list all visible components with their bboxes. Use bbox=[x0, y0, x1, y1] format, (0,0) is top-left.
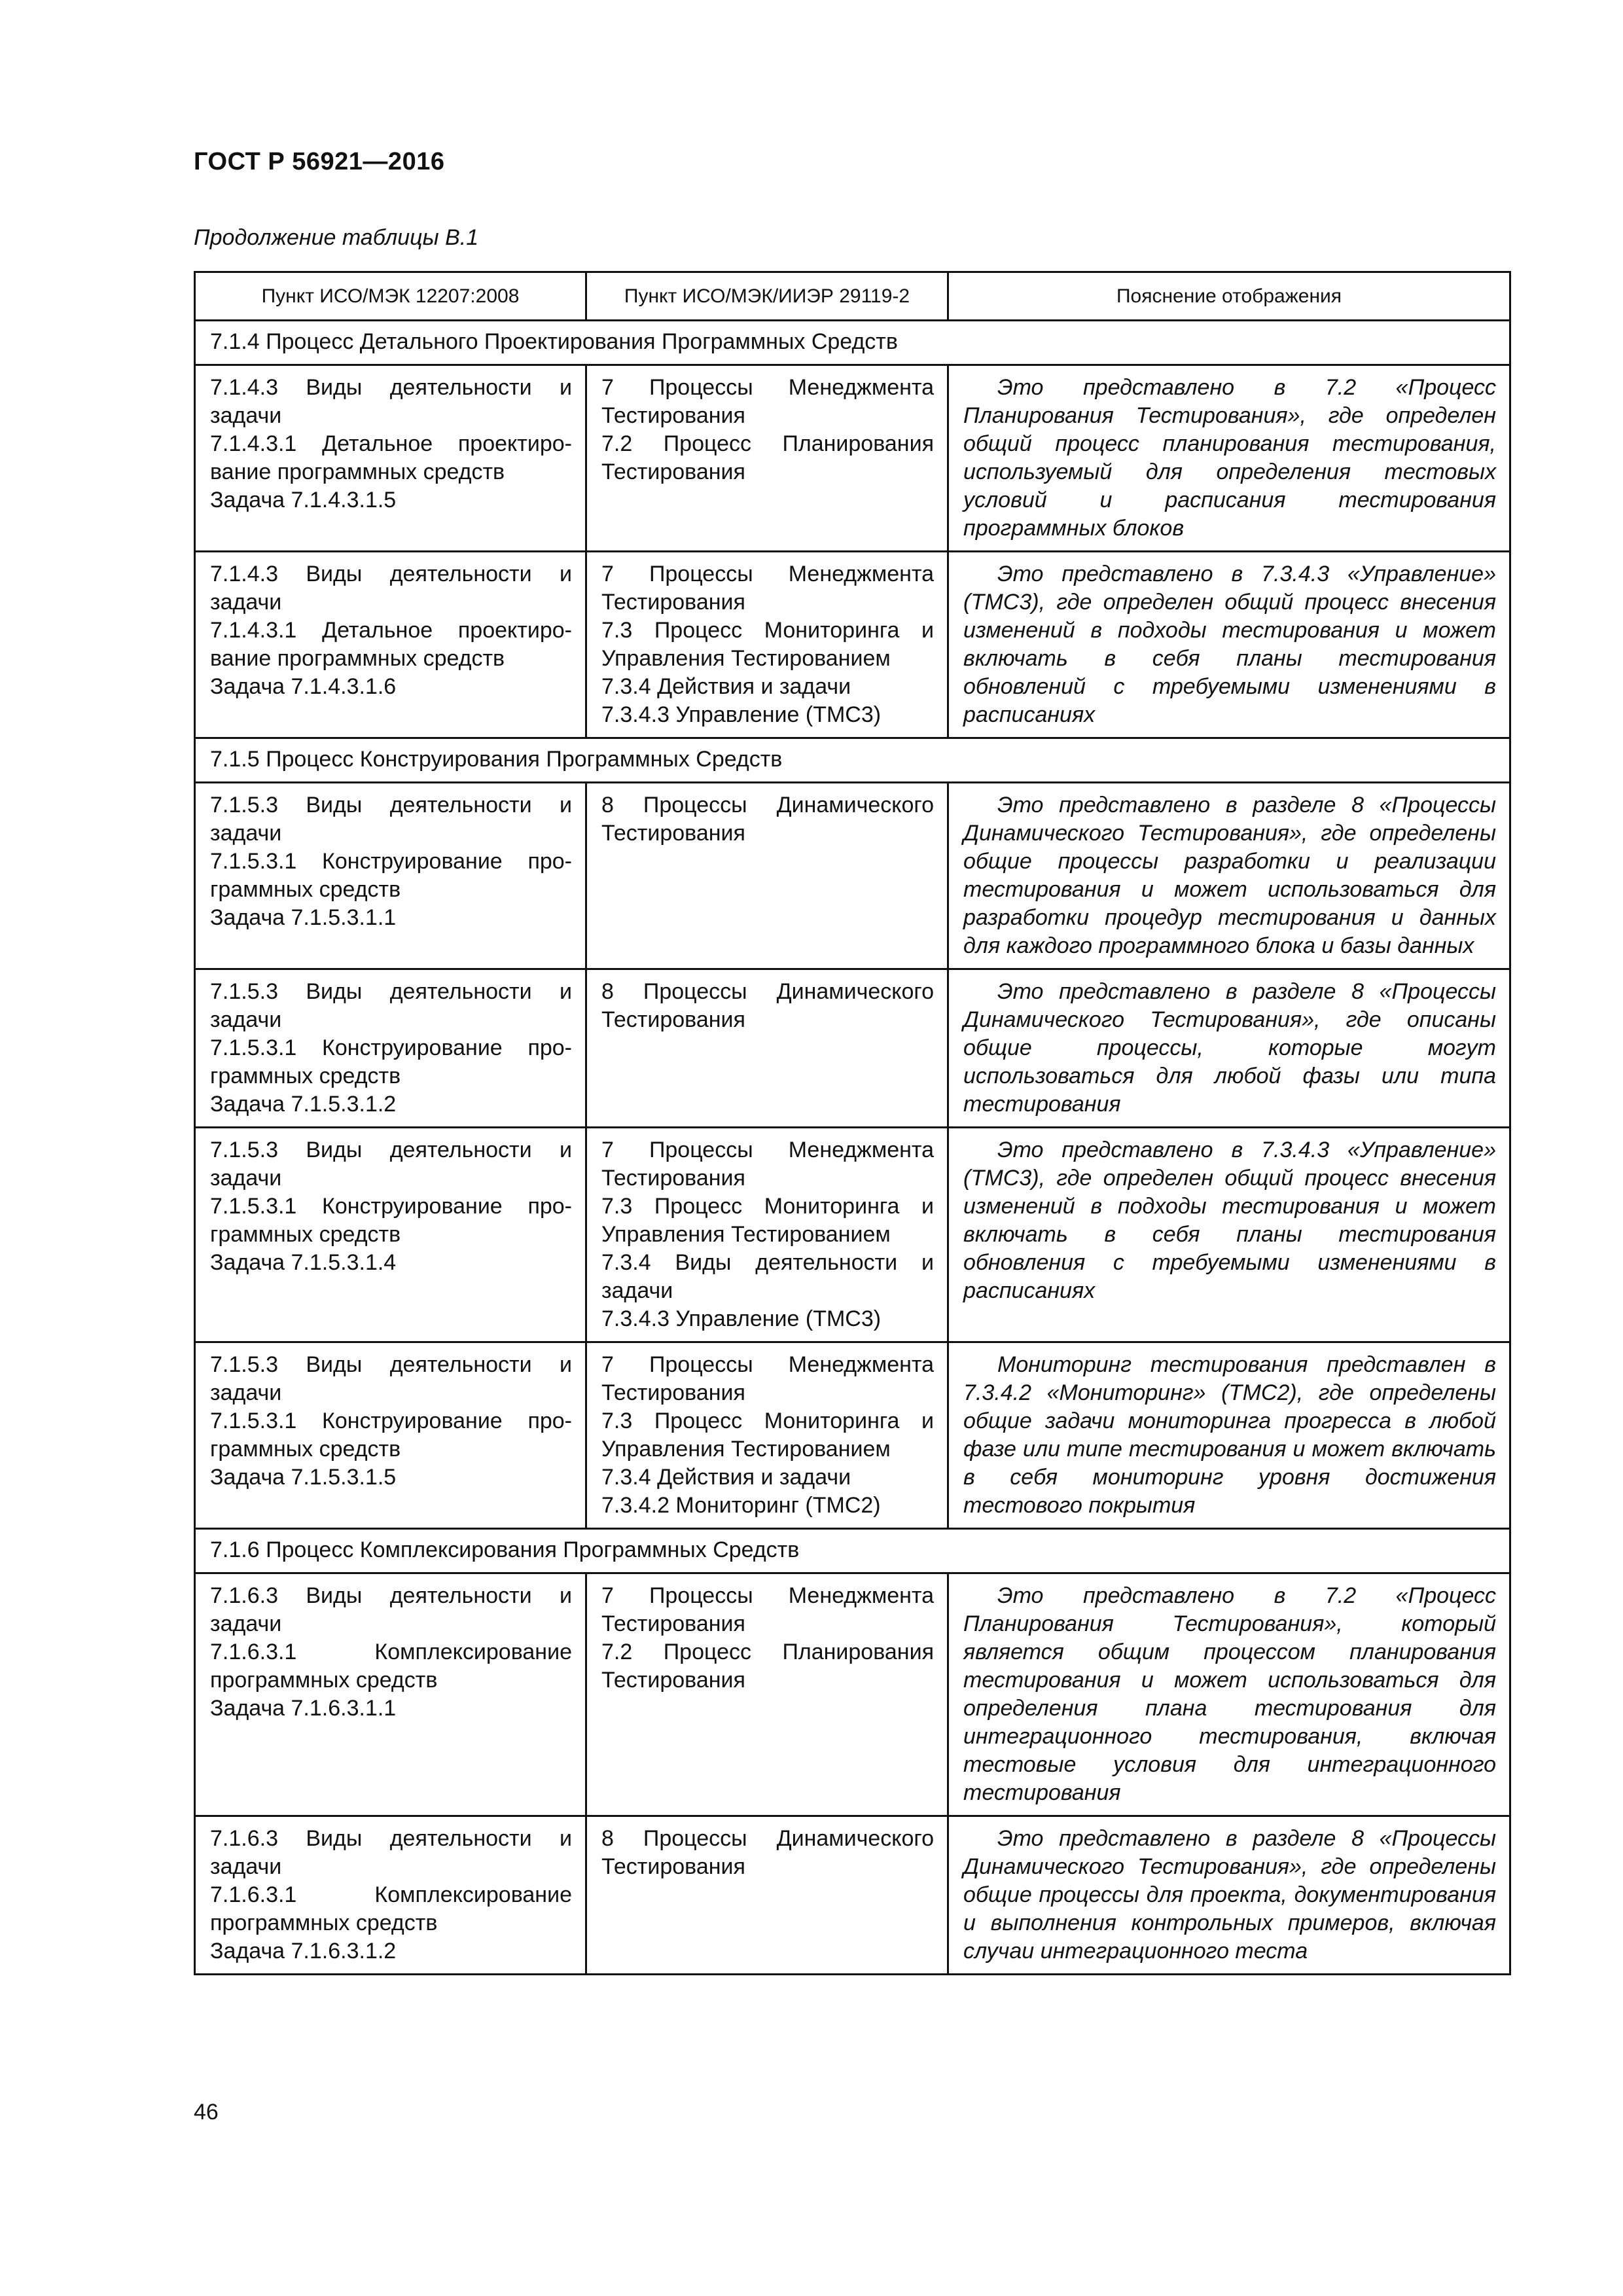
cell-line: 7.3.4 Виды деятельности и задачи bbox=[601, 1250, 940, 1303]
column-header-iso29119: Пункт ИСО/МЭК/ИИЭР 29119-2 bbox=[586, 272, 948, 321]
cell-line: 7.1.4.3.1 Детальное проектиро-вание программных средств bbox=[210, 431, 572, 484]
cell-line: 7.1.5.3.1 Конструирование про-граммных средств bbox=[210, 1194, 572, 1247]
table-body bbox=[195, 321, 1510, 1975]
table-row bbox=[195, 783, 1510, 969]
section-row bbox=[195, 738, 1510, 783]
cell-explanation bbox=[948, 1342, 1510, 1529]
cell-iso12207 bbox=[195, 1342, 586, 1529]
cell-explanation bbox=[948, 1573, 1510, 1816]
cell-line: 7 Процессы Менеджмента Тестирования bbox=[601, 1138, 940, 1191]
cell-iso12207 bbox=[195, 1128, 586, 1342]
cell-iso29119 bbox=[586, 1342, 948, 1529]
cell-line: Задача 7.1.5.3.1.1 bbox=[210, 905, 397, 930]
cell-line: 7.1.5.3.1 Конструирование про-граммных средств bbox=[210, 849, 572, 902]
cell-line: 7.1.6.3 Виды деятельности и задачи bbox=[210, 1826, 579, 1879]
cell-line: 7.1.6.3 Виды деятельности и задачи bbox=[210, 1583, 579, 1636]
cell-line: 7.1.4.3 Виды деятельности и задачи bbox=[210, 375, 579, 428]
cell-explanation bbox=[948, 1128, 1510, 1342]
explanation-text: Это представлено в разделе 8 «Процессы Динамического Тестирования», где описаны общие процессы, которые могут использоваться для любой фазы или типа тестирования bbox=[963, 979, 1496, 1117]
cell-line: 7.1.5.3 Виды деятельности и задачи bbox=[210, 979, 579, 1032]
explanation-text: Это представлено в 7.2 «Процесс Планирования Тестирования», который является общим процессом планирования тестирования и может использоваться для определения плана тестирования для интеграционного тестирования, включая тестовые условия для интеграционного тестирования bbox=[963, 1583, 1496, 1805]
table-row bbox=[195, 969, 1510, 1128]
cell-iso29119 bbox=[586, 365, 948, 552]
table-row bbox=[195, 1573, 1510, 1816]
cell-iso29119 bbox=[586, 552, 948, 738]
cell-line: 7 Процессы Менеджмента Тестирования bbox=[601, 1352, 940, 1405]
cell-line: 7.3.4 Действия и задачи bbox=[601, 1465, 851, 1490]
section-title: 7.1.4 Процесс Детального Проектирования Программных Средств bbox=[195, 321, 1510, 365]
cell-iso12207 bbox=[195, 969, 586, 1128]
cell-line: 7.3 Процесс Мониторинга и Управления Тестированием bbox=[601, 1194, 940, 1247]
explanation-text: Это представлено в 7.3.4.3 «Управление» (ТМС3), где определен общий процесс внесения изменений в подходы тестирования и может включать в себя планы тестирования обновлений с требуемыми изменениями в расписаниях bbox=[963, 562, 1496, 727]
cell-line: 7.2 Процесс Планирования Тестирования bbox=[601, 1640, 940, 1693]
cell-iso29119 bbox=[586, 969, 948, 1128]
section-title: 7.1.5 Процесс Конструирования Программных Средств bbox=[195, 738, 1510, 783]
cell-iso29119 bbox=[586, 1573, 948, 1816]
explanation-text: Это представлено в 7.3.4.3 «Управление» (ТМС3), где определен общий процесс внесения изменений в подходы тестирования и может включать в себя планы тестирования обновления с требуемыми изменениями в расписаниях bbox=[963, 1138, 1496, 1303]
cell-line: 7 Процессы Менеджмента Тестирования bbox=[601, 375, 940, 428]
cell-line: 7.3 Процесс Мониторинга и Управления Тестированием bbox=[601, 1408, 940, 1462]
cell-explanation bbox=[948, 552, 1510, 738]
column-header-explanation: Пояснение отображения bbox=[948, 272, 1510, 321]
section-row bbox=[195, 321, 1510, 365]
cell-line: 7.3.4.3 Управление (ТМС3) bbox=[601, 702, 882, 727]
cell-line: 7.1.4.3.1 Детальное проектиро-вание программных средств bbox=[210, 618, 572, 671]
section-title: 7.1.6 Процесс Комплексирования Программных Средств bbox=[195, 1529, 1510, 1573]
section-row bbox=[195, 1529, 1510, 1573]
cell-line: 7.1.5.3 Виды деятельности и задачи bbox=[210, 1352, 579, 1405]
cell-iso12207 bbox=[195, 783, 586, 969]
column-header-iso12207: Пункт ИСО/МЭК 12207:2008 bbox=[195, 272, 586, 321]
cell-iso29119 bbox=[586, 1128, 948, 1342]
table-row bbox=[195, 1342, 1510, 1529]
cell-line: 7.1.5.3.1 Конструирование про-граммных средств bbox=[210, 1035, 572, 1088]
table-header-row bbox=[195, 272, 1510, 321]
cell-line: Задача 7.1.6.3.1.2 bbox=[210, 1939, 397, 1964]
explanation-text: Это представлено в 7.2 «Процесс Планирования Тестирования», где определен общий процесс планирования тестирования, используемый для определения тестовых условий и расписания тестирования программных блоков bbox=[963, 375, 1496, 541]
cell-iso29119 bbox=[586, 783, 948, 969]
cell-line: 7.1.5.3.1 Конструирование про-граммных средств bbox=[210, 1408, 572, 1462]
cell-explanation bbox=[948, 969, 1510, 1128]
cell-line: 7 Процессы Менеджмента Тестирования bbox=[601, 1583, 940, 1636]
cell-iso12207 bbox=[195, 365, 586, 552]
cell-iso12207 bbox=[195, 1816, 586, 1975]
explanation-text: Это представлено в разделе 8 «Процессы Динамического Тестирования», где определены общие процессы для проекта, документирования и выполнения контрольных примеров, включая случаи интеграционного теста bbox=[963, 1826, 1496, 1964]
page-number: 46 bbox=[194, 2100, 219, 2125]
cell-line: 7.1.5.3 Виды деятельности и задачи bbox=[210, 1138, 579, 1191]
cell-explanation bbox=[948, 1816, 1510, 1975]
cell-line: 7.3.4.3 Управление (ТМС3) bbox=[601, 1306, 882, 1331]
explanation-text: Мониторинг тестирования представлен в 7.3.4.2 «Мониторинг» (ТМС2), где определены общие задачи мониторинга прогресса в любой фазе или типе тестирования и может включать в себя мониторинг уровня достижения тестового покрытия bbox=[963, 1352, 1496, 1518]
cell-line: 7 Процессы Менеджмента Тестирования bbox=[601, 562, 940, 615]
cell-line: 7.3 Процесс Мониторинга и Управления Тестированием bbox=[601, 618, 940, 671]
cell-line: Задача 7.1.4.3.1.6 bbox=[210, 674, 397, 699]
cell-line: 7.1.5.3 Виды деятельности и задачи bbox=[210, 793, 579, 846]
table-row bbox=[195, 1128, 1510, 1342]
cell-iso29119 bbox=[586, 1816, 948, 1975]
cell-line: 7.2 Процесс Планирования Тестирования bbox=[601, 431, 940, 484]
cell-line: Задача 7.1.5.3.1.4 bbox=[210, 1250, 397, 1275]
mapping-table bbox=[194, 271, 1511, 1975]
table-row bbox=[195, 1816, 1510, 1975]
table-caption: Продолжение таблицы В.1 bbox=[194, 225, 479, 250]
cell-line: 7.1.6.3.1 Комплексирование программных средств bbox=[210, 1882, 579, 1935]
cell-line: Задача 7.1.4.3.1.5 bbox=[210, 488, 397, 512]
cell-line: Задача 7.1.5.3.1.2 bbox=[210, 1092, 397, 1117]
table-row bbox=[195, 552, 1510, 738]
cell-line: 7.1.6.3.1 Комплексирование программных средств bbox=[210, 1640, 579, 1693]
explanation-text: Это представлено в разделе 8 «Процессы Динамического Тестирования», где определены общие процессы разработки и реализации тестирования и может использоваться для разработки процедур тестирования и данных для каждого программного блока и базы данных bbox=[963, 793, 1496, 958]
cell-line: Задача 7.1.6.3.1.1 bbox=[210, 1696, 397, 1721]
cell-line: 7.3.4 Действия и задачи bbox=[601, 674, 851, 699]
cell-line: 8 Процессы Динамического Тестирования bbox=[601, 979, 940, 1032]
cell-iso12207 bbox=[195, 552, 586, 738]
cell-line: 7.3.4.2 Мониторинг (ТМС2) bbox=[601, 1493, 881, 1518]
table-row bbox=[195, 365, 1510, 552]
cell-explanation bbox=[948, 783, 1510, 969]
cell-line: Задача 7.1.5.3.1.5 bbox=[210, 1465, 397, 1490]
cell-line: 8 Процессы Динамического Тестирования bbox=[601, 1826, 940, 1879]
cell-iso12207 bbox=[195, 1573, 586, 1816]
cell-line: 8 Процессы Динамического Тестирования bbox=[601, 793, 940, 846]
cell-line: 7.1.4.3 Виды деятельности и задачи bbox=[210, 562, 579, 615]
cell-explanation bbox=[948, 365, 1510, 552]
document-header: ГОСТ Р 56921—2016 bbox=[194, 148, 445, 175]
